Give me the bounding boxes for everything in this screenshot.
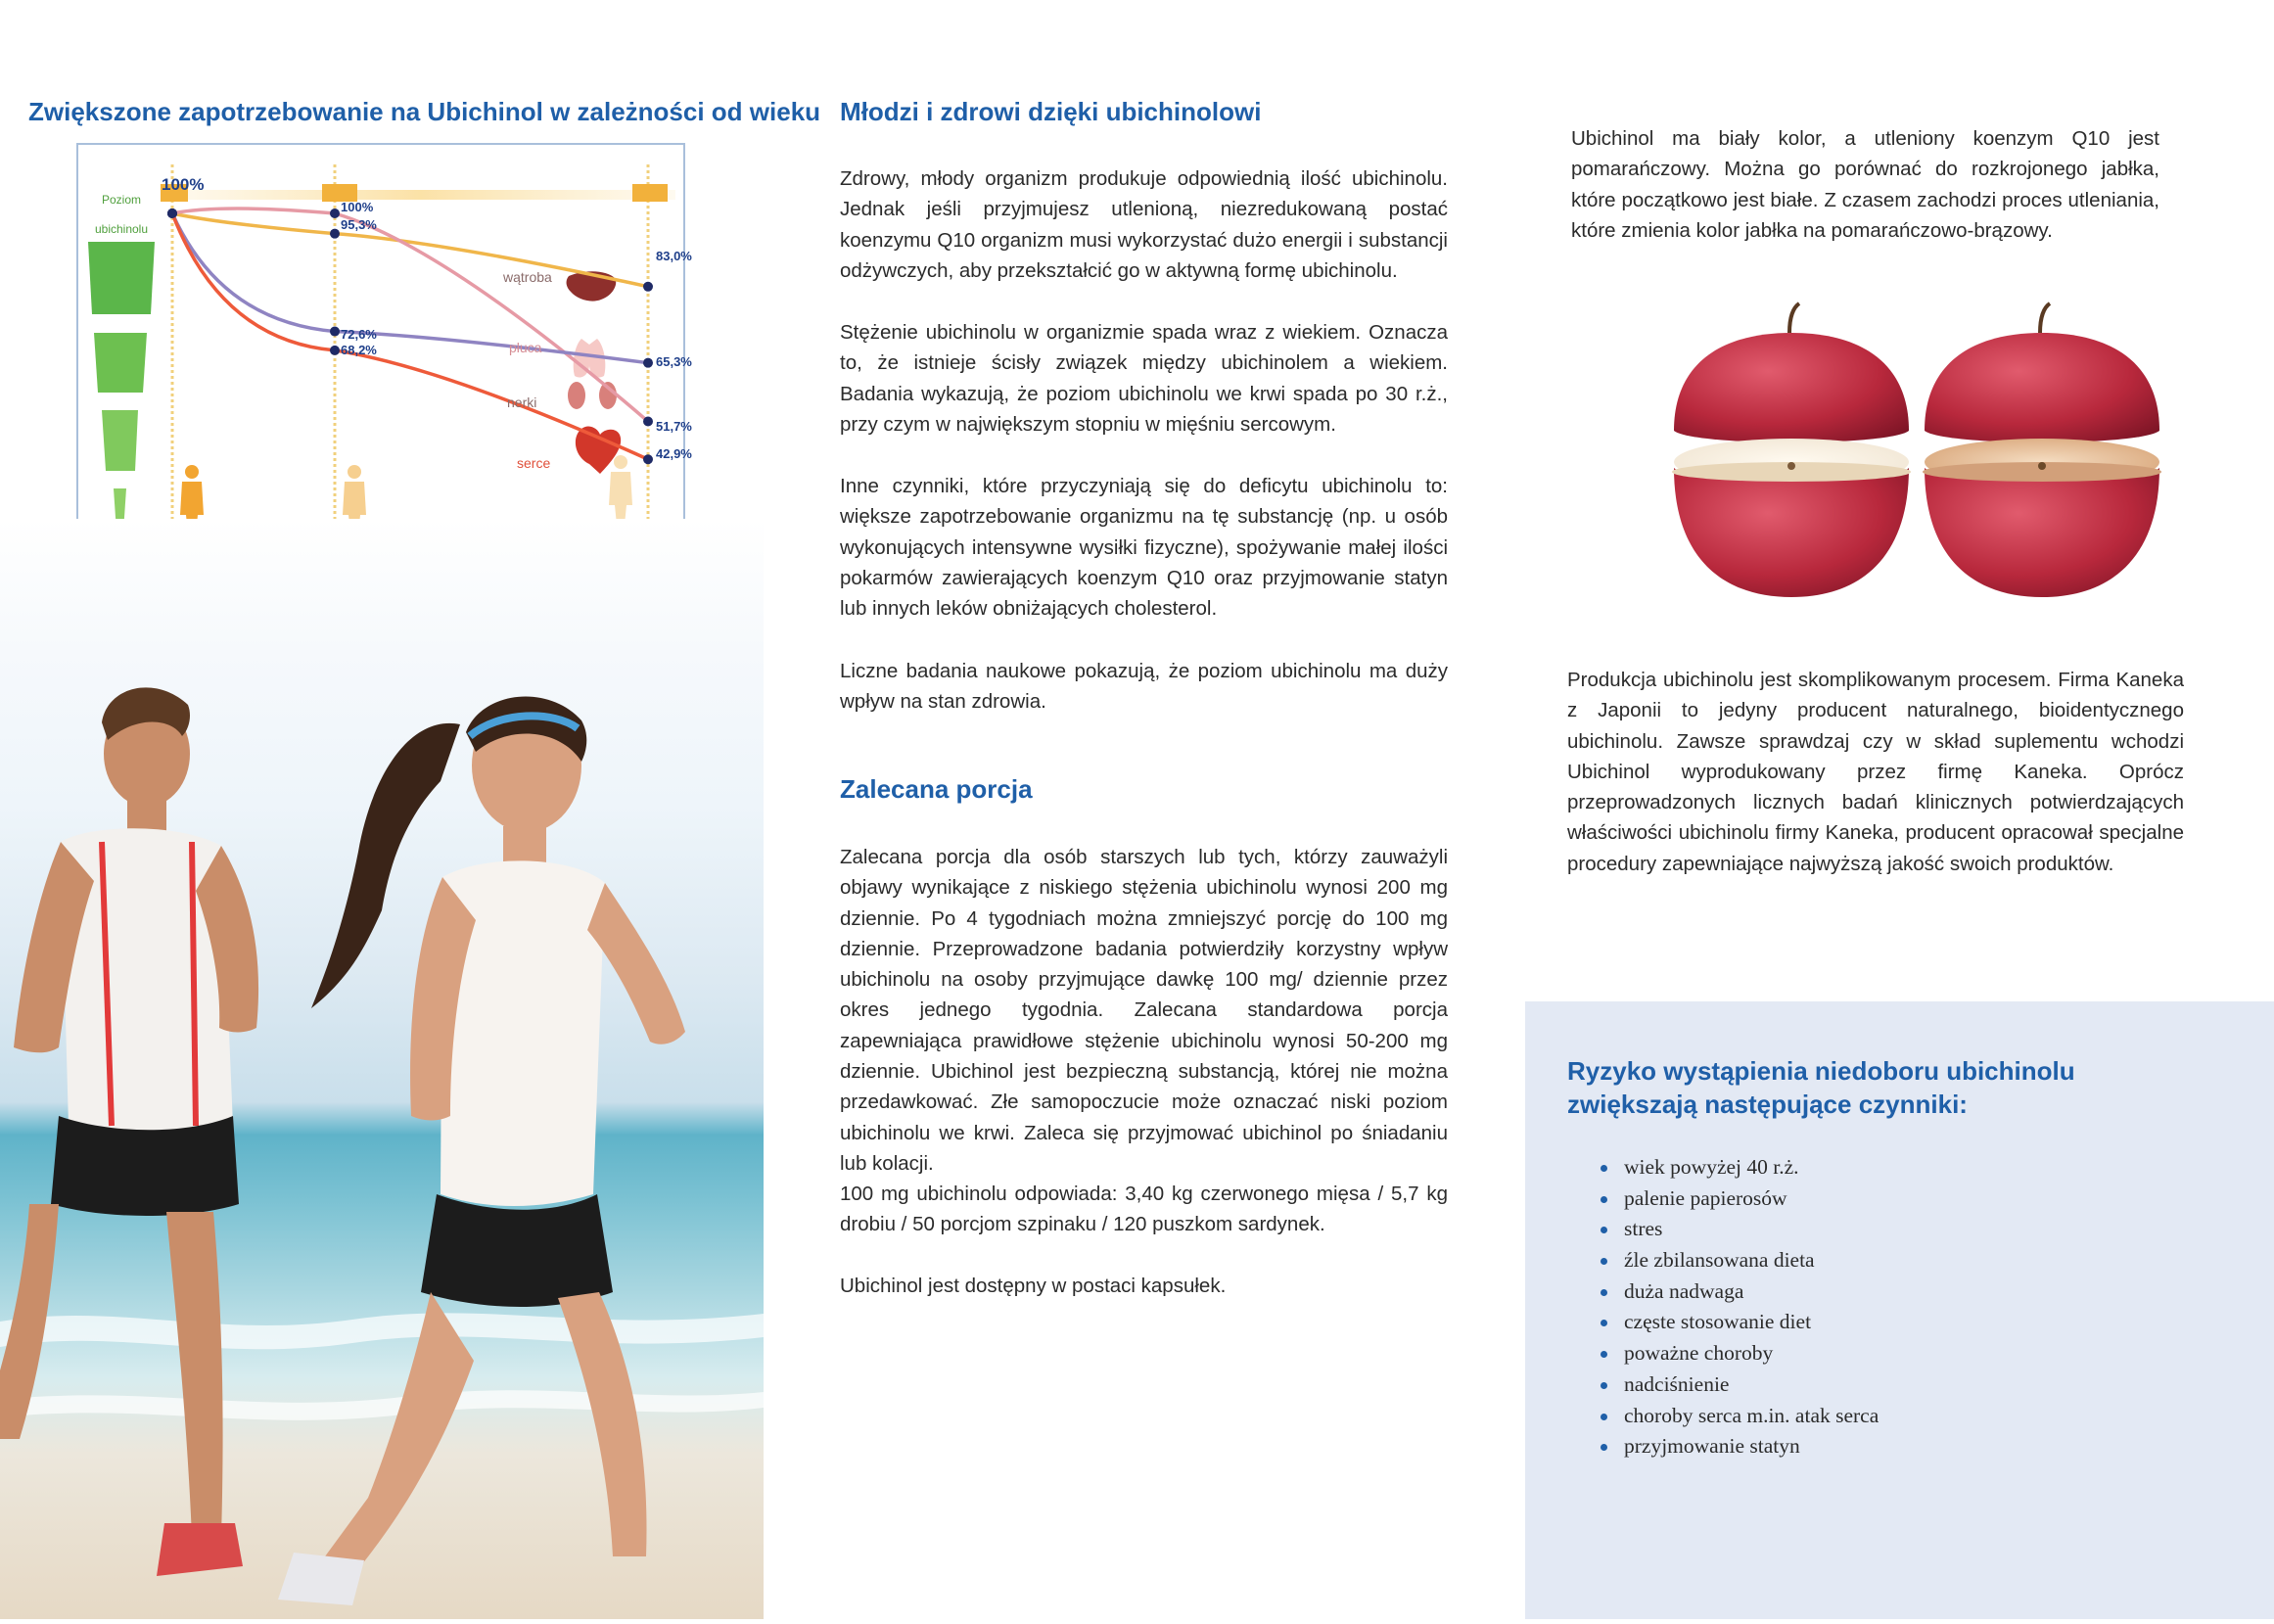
female-runner — [278, 697, 685, 1605]
risk-item: choroby serca m.in. atak serca — [1601, 1401, 1879, 1432]
value-label: 65,3% — [656, 354, 692, 369]
value-label: 68,2% — [341, 343, 377, 357]
risk-factors-list — [1601, 1152, 1879, 1462]
organ-label: wątroba — [503, 269, 552, 285]
paragraph-other-factors: Inne czynniki, które przyczyniają się do deficytu ubichinolu to: większe zapotrzebowanie organizmu na tę substancję (np. u osób wykonujących intensywne wysiłki fizyczne), spożywanie małej ilości pokarmów zawierających koenzym Q10 oraz przyjmowanie statyn lub innych leków obniżających cholesterol. — [840, 475, 1448, 621]
risk-item: źle zbilansowana dieta — [1601, 1245, 1879, 1276]
heart-icon — [576, 427, 621, 474]
organ-label: serce — [517, 455, 551, 471]
level-label-line1: Poziom — [101, 193, 142, 207]
level-indicator — [88, 242, 155, 561]
section-title-young-healthy: Młodzi i zdrowi dzięki ubichinolowi — [840, 97, 1262, 126]
paragraph-intro: Zdrowy, młody organizm produkuje odpowiednią ilość ubichinolu. Jednak jeśli przyjmujesz utlenioną, niezredukowaną postać koenzymu Q10 organizm musi wykorzystać dużo energii i substancji odżywczych, aby przekształcić go w aktywną formę ubichinolu. — [840, 167, 1448, 282]
paragraph-dose-equivalent: 100 mg ubichinolu odpowiada: 3,40 kg czerwonego mięsa / 5,7 kg drobiu / 50 porcjom szpinaku / 120 puszkom sardynek. — [840, 1183, 1448, 1236]
data-point — [330, 327, 340, 337]
risk-item: duża nadwaga — [1601, 1276, 1879, 1308]
white-apple — [1672, 303, 1911, 597]
paragraph-age-decline: Stężenie ubichinolu w organizmie spada wraz z wiekiem. Oznacza to, że istnieje ścisły związek między ubichinolem a wiekiem. Badania wykazują, że poziom ubichinolu we krwi spada po 30 r.ż., przy czym w największym stopniu w mięśniu sercowym. — [840, 321, 1448, 436]
chart-section-title: Zwiększone zapotrzebowanie na Ubichinol w zależności od wieku — [28, 97, 821, 126]
data-point — [643, 358, 653, 368]
value-label: 83,0% — [656, 249, 692, 263]
paragraph-studies: Liczne badania naukowe pokazują, że poziom ubichinolu ma duży wpływ na stan zdrowia. — [840, 660, 1448, 714]
chart-series — [167, 209, 653, 464]
section-title-dose: Zalecana porcja — [840, 774, 1033, 804]
risk-item: przyjmowanie statyn — [1601, 1431, 1879, 1462]
risk-item: częste stosowanie diet — [1601, 1307, 1879, 1338]
paragraph-dose: Zalecana porcja dla osób starszych lub tych, którzy zauważyli objawy wynikające z niskiego stężenia ubichinolu wynosi 200 mg dziennie. Po 4 tygodniach można zmniejszyć porcję do 100 mg dziennie. Przeprowadzone badania potwierdziły korzystny wpływ ubichinolu na osoby przyjmujące dawkę 100 mg/ dziennie przez okres jednego tygodnia. Zalecana standardowa porcja zapewniająca prawidłowe stężenie ubichinolu wynosi 50-200 mg dziennie. Ubichinol jest bezpieczną substancją, której nie można przedawkować. Złe samopoczucie może oznaczać niski poziom ubichinolu we krwi. Zaleca się przyjmować ubichinol po śniadaniu lub kolacji. — [840, 846, 1448, 1175]
risk-item: stres — [1601, 1214, 1879, 1245]
paragraph-availability: Ubichinol jest dostępny w postaci kapsułek. — [840, 1275, 1227, 1297]
value-label: 100% — [341, 200, 374, 214]
male-runner — [0, 687, 258, 1576]
risk-item: palenie papierosów — [1601, 1183, 1879, 1215]
senior-person-icon — [609, 455, 632, 525]
data-point — [330, 229, 340, 239]
paragraph-kaneka-production: Produkcja ubichinolu jest skomplikowanym procesem. Firma Kaneka z Japonii to jedyny producent naturalnego, bioidentycznego ubichinolu. Zawsze sprawdzaj czy w skład suplementu wchodzi Ubichinol wyprodukowany przez firmę Kaneka. Oprócz przeprowadzonych licznych badań klinicznych potwierdzających właściwości ubichinolu firmy Kaneka, producent opracował specjalne procedury zapewniające najwyższą jakość swoich produktów. — [1567, 669, 2184, 875]
organ-label: płuca — [509, 340, 542, 355]
apples-illustration — [1566, 303, 2173, 646]
value-label: 72,6% — [341, 327, 377, 342]
organ-label: nerki — [507, 394, 537, 410]
risk-item: nadciśnienie — [1601, 1369, 1879, 1401]
risk-item: wiek powyżej 40 r.ż. — [1601, 1152, 1879, 1183]
runners-illustration — [0, 519, 764, 1619]
runners-photo — [0, 519, 764, 1619]
kidneys-icon — [568, 382, 617, 409]
data-point — [643, 454, 653, 464]
risk-factors-title: Ryzyko wystąpienia niedoboru ubichinolu zwiększają następujące czynniki: — [1567, 1056, 2075, 1119]
level-label-line2: ubichinolu — [94, 222, 149, 236]
data-point — [330, 209, 340, 218]
data-point — [330, 346, 340, 355]
data-point — [167, 209, 177, 218]
oxidized-apple — [1923, 303, 2161, 597]
data-point — [643, 417, 653, 427]
paragraph-apple-comparison: Ubichinol ma biały kolor, a utleniony koenzym Q10 jest pomarańczowy. Można go porównać do rozkrojonego jabłka, które początkowo jest białe. Z czasem zachodzi proces utleniania, które zmienia kolor jabłka na pomarańczowo-brązowy. — [1571, 127, 2159, 242]
surf-foam — [0, 1313, 764, 1419]
apple-photo — [1566, 303, 2173, 646]
value-label: 51,7% — [656, 419, 692, 434]
data-point — [643, 282, 653, 292]
value-label: 95,3% — [341, 217, 377, 232]
value-label: 42,9% — [656, 446, 692, 461]
risk-item: poważne choroby — [1601, 1338, 1879, 1369]
top-value-label: 100% — [162, 175, 205, 194]
